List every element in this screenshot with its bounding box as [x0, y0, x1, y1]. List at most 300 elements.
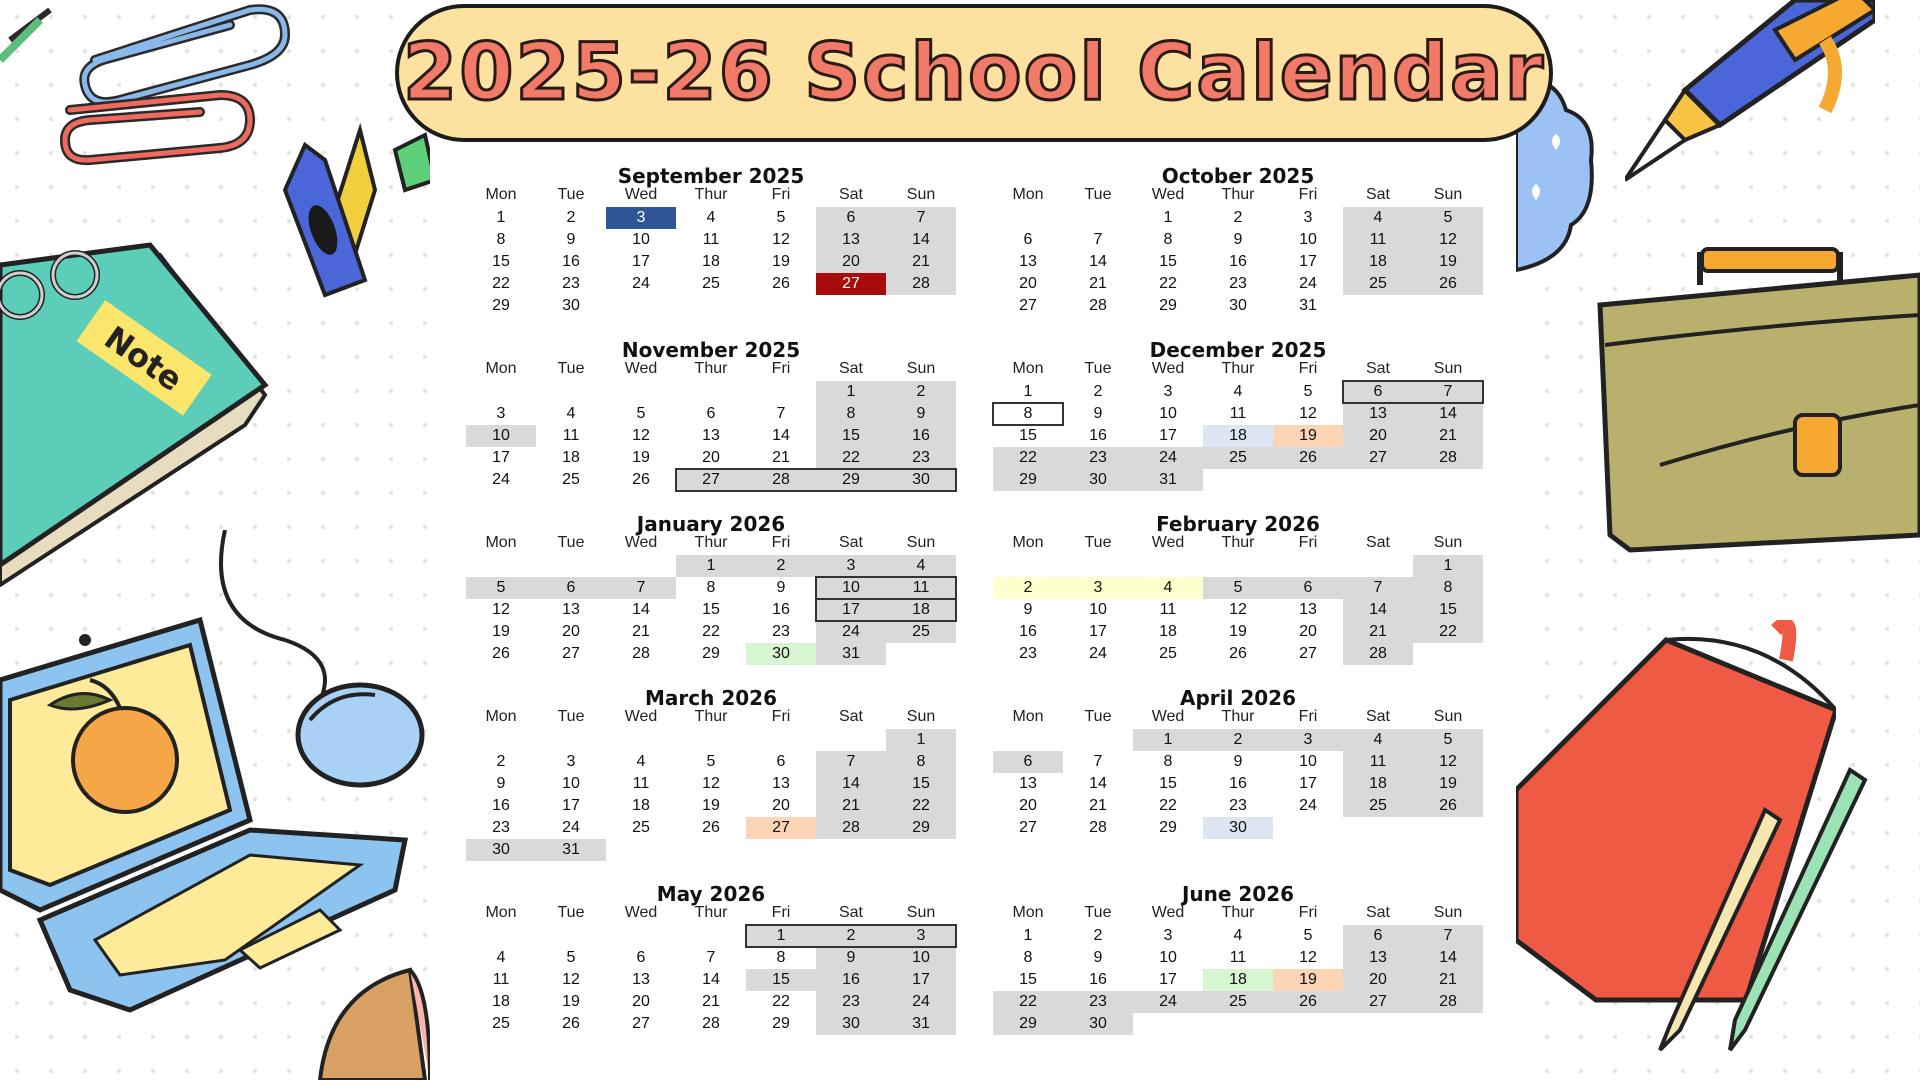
day-cell: 7 — [1413, 381, 1483, 403]
day-cell: 12 — [772, 231, 790, 248]
day-cell: 22 — [1413, 621, 1483, 643]
weekday-label: Tue — [557, 360, 585, 377]
day-cell: 26 — [1413, 795, 1483, 817]
day-cell: 14 — [1089, 253, 1107, 270]
day-cell: 15 — [492, 253, 510, 270]
day-cell: 11 — [492, 971, 510, 988]
day-cell: 10 — [1089, 601, 1107, 618]
day-cell: 18 — [492, 993, 510, 1010]
day-cell: 4 — [1233, 383, 1243, 400]
weekday-header — [466, 533, 956, 553]
day-cell: 17 — [492, 449, 510, 466]
day-cell: 21 — [632, 623, 650, 640]
day-cell: 11 — [562, 427, 580, 444]
day-cell: 2 — [816, 925, 886, 947]
day-cell: 26 — [1273, 447, 1343, 469]
day-cell: 25 — [562, 471, 580, 488]
day-cell: 27 — [816, 273, 886, 295]
day-cell: 31 — [1133, 469, 1203, 491]
weekday-label: Fri — [1298, 904, 1318, 921]
weekday-label: Sun — [906, 360, 936, 377]
day-cell: 12 — [562, 971, 580, 988]
day-cell: 6 — [536, 577, 606, 599]
day-cell: 5 — [1203, 577, 1273, 599]
day-cell: 12 — [1229, 601, 1247, 618]
day-cell: 20 — [1299, 623, 1317, 640]
day-cell: 7 — [1093, 231, 1103, 248]
day-cell: 18 — [1343, 251, 1413, 273]
day-cell: 30 — [1203, 817, 1273, 839]
day-cell: 17 — [1159, 971, 1177, 988]
day-cell: 16 — [1229, 253, 1247, 270]
weekday-header — [993, 533, 1483, 553]
month-title: January 2026 — [636, 512, 786, 536]
day-cell: 5 — [636, 405, 646, 422]
day-cell: 11 — [1229, 405, 1247, 422]
weekday-label: Thur — [1221, 904, 1255, 921]
day-cell: 10 — [816, 577, 886, 599]
day-cell: 7 — [706, 949, 716, 966]
day-cell: 20 — [1019, 275, 1037, 292]
day-cell: 24 — [1133, 447, 1203, 469]
day-cell: 23 — [1063, 991, 1133, 1013]
day-cell: 8 — [1163, 753, 1173, 770]
day-cell: 20 — [702, 449, 720, 466]
day-cell: 8 — [1023, 405, 1033, 422]
day-cell: 20 — [772, 797, 790, 814]
day-cell: 9 — [1233, 753, 1243, 770]
day-cell: 15 — [1019, 427, 1037, 444]
weekday-label: Fri — [771, 186, 791, 203]
weekday-label: Tue — [1084, 904, 1112, 921]
day-cell: 28 — [1343, 643, 1413, 665]
day-cell: 14 — [886, 229, 956, 251]
weekday-label: Mon — [485, 708, 517, 725]
weekday-label: Wed — [1151, 904, 1185, 921]
day-cell: 26 — [1413, 273, 1483, 295]
weekday-label: Tue — [557, 186, 585, 203]
day-cell: 8 — [1023, 949, 1033, 966]
day-cell: 30 — [816, 1013, 886, 1035]
day-cell: 5 — [566, 949, 576, 966]
day-cell: 24 — [1089, 645, 1107, 662]
day-cell: 6 — [636, 949, 646, 966]
day-cell: 29 — [1159, 297, 1177, 314]
day-cell: 23 — [1063, 447, 1133, 469]
weekday-label: Fri — [771, 904, 791, 921]
day-cell: 28 — [1089, 819, 1107, 836]
day-cell: 9 — [776, 579, 786, 596]
day-cell: 6 — [1023, 231, 1033, 248]
day-cell: 21 — [1413, 425, 1483, 447]
weekday-label: Sat — [1365, 708, 1390, 725]
day-cell: 1 — [496, 209, 506, 226]
day-cell: 12 — [1299, 949, 1317, 966]
day-cell: 16 — [562, 253, 580, 270]
weekday-label: Sun — [906, 708, 936, 725]
day-cell: 19 — [702, 797, 720, 814]
weekday-label: Wed — [624, 904, 658, 921]
day-cell: 24 — [562, 819, 580, 836]
day-cell: 1 — [1023, 383, 1033, 400]
day-cell: 12 — [492, 601, 510, 618]
weekday-label: Sat — [1365, 360, 1390, 377]
day-cell: 4 — [566, 405, 576, 422]
day-cell: 3 — [496, 405, 506, 422]
day-cell: 4 — [636, 753, 646, 770]
day-cell: 31 — [536, 839, 606, 861]
day-cell: 29 — [993, 1013, 1063, 1035]
day-cell: 30 — [1063, 1013, 1133, 1035]
day-cell: 29 — [492, 297, 510, 314]
weekday-label: Wed — [1151, 360, 1185, 377]
day-cell: 23 — [492, 819, 510, 836]
day-cell: 13 — [1343, 403, 1413, 425]
day-cell: 8 — [886, 751, 956, 773]
day-cell: 1 — [886, 729, 956, 751]
day-cell: 10 — [466, 425, 536, 447]
weekday-label: Fri — [1298, 186, 1318, 203]
weekday-label: Wed — [624, 708, 658, 725]
month-title: April 2026 — [1180, 686, 1296, 710]
day-cell: 26 — [1229, 645, 1247, 662]
day-cell: 19 — [1273, 969, 1343, 991]
day-cell: 11 — [1343, 229, 1413, 251]
day-cell: 14 — [816, 773, 886, 795]
day-cell: 9 — [1023, 601, 1033, 618]
day-cell: 28 — [746, 469, 816, 491]
day-cell: 24 — [632, 275, 650, 292]
day-cell: 21 — [816, 795, 886, 817]
day-cell: 3 — [816, 555, 886, 577]
day-cell: 19 — [562, 993, 580, 1010]
day-cell: 22 — [772, 993, 790, 1010]
day-cell: 20 — [1343, 425, 1413, 447]
day-cell: 27 — [746, 817, 816, 839]
weekday-label: Wed — [624, 534, 658, 551]
day-cell: 15 — [1159, 775, 1177, 792]
weekday-label: Tue — [557, 904, 585, 921]
weekday-label: Sat — [1365, 186, 1390, 203]
weekday-label: Mon — [485, 534, 517, 551]
weekday-header — [993, 185, 1483, 205]
day-cell: 7 — [776, 405, 786, 422]
day-cell: 15 — [746, 969, 816, 991]
day-cell: 25 — [1159, 645, 1177, 662]
day-cell: 9 — [566, 231, 576, 248]
day-cell: 13 — [632, 971, 650, 988]
month-title: December 2025 — [1149, 338, 1327, 362]
day-cell: 16 — [1229, 775, 1247, 792]
day-cell: 14 — [1413, 403, 1483, 425]
day-cell: 22 — [816, 447, 886, 469]
day-cell: 23 — [886, 447, 956, 469]
day-cell: 10 — [886, 947, 956, 969]
day-cell: 7 — [1413, 925, 1483, 947]
weekday-header — [466, 359, 956, 379]
day-cell: 28 — [1413, 991, 1483, 1013]
day-cell: 17 — [816, 599, 886, 621]
weekday-label: Wed — [624, 360, 658, 377]
day-cell: 11 — [1229, 949, 1247, 966]
day-cell: 17 — [1159, 427, 1177, 444]
day-cell: 28 — [702, 1015, 720, 1032]
day-cell: 11 — [1343, 751, 1413, 773]
day-cell: 16 — [886, 425, 956, 447]
day-cell: 8 — [1163, 231, 1173, 248]
day-cell: 26 — [702, 819, 720, 836]
day-cell: 6 — [993, 751, 1063, 773]
weekday-label: Thur — [694, 534, 728, 551]
day-cell: 22 — [702, 623, 720, 640]
weekday-label: Thur — [694, 186, 728, 203]
day-cell: 16 — [1019, 623, 1037, 640]
day-cell: 28 — [886, 273, 956, 295]
weekday-header — [466, 903, 956, 923]
day-cell: 17 — [1299, 253, 1317, 270]
day-cell: 11 — [632, 775, 650, 792]
day-cell: 15 — [702, 601, 720, 618]
month-title: June 2026 — [1181, 882, 1295, 906]
day-cell: 27 — [1019, 819, 1037, 836]
weekday-label: Sun — [906, 534, 936, 551]
day-cell: 30 — [1229, 297, 1247, 314]
month-block — [466, 513, 956, 683]
day-cell: 12 — [632, 427, 650, 444]
weekday-label: Thur — [1221, 360, 1255, 377]
weekday-label: Mon — [1012, 534, 1044, 551]
day-cell: 12 — [1413, 751, 1483, 773]
weekday-label: Sat — [838, 360, 863, 377]
day-cell: 30 — [886, 469, 956, 491]
day-cell: 19 — [1229, 623, 1247, 640]
pen-icon — [1650, 760, 1880, 1060]
day-cell: 18 — [1159, 623, 1177, 640]
weekday-label: Tue — [557, 534, 585, 551]
day-cell: 4 — [496, 949, 506, 966]
day-cell: 8 — [776, 949, 786, 966]
day-cell: 1 — [1133, 729, 1203, 751]
day-cell: 27 — [1019, 297, 1037, 314]
day-cell: 23 — [562, 275, 580, 292]
day-cell: 10 — [562, 775, 580, 792]
day-cell: 23 — [1229, 797, 1247, 814]
day-cell: 8 — [706, 579, 716, 596]
day-cell: 3 — [886, 925, 956, 947]
day-cell: 2 — [746, 555, 816, 577]
day-cell: 25 — [702, 275, 720, 292]
day-cell: 9 — [816, 947, 886, 969]
day-cell: 17 — [632, 253, 650, 270]
day-cell: 1 — [1413, 555, 1483, 577]
day-cell: 21 — [886, 251, 956, 273]
day-cell: 6 — [1343, 925, 1413, 947]
day-cell: 19 — [772, 253, 790, 270]
day-cell: 20 — [1019, 797, 1037, 814]
fountain-pen-icon — [1625, 0, 1875, 185]
weekday-header — [993, 903, 1483, 923]
briefcase-icon — [1590, 245, 1920, 565]
day-cell: 13 — [562, 601, 580, 618]
day-cell: 13 — [702, 427, 720, 444]
weekday-label: Mon — [485, 186, 517, 203]
day-cell: 4 — [1233, 927, 1243, 944]
day-cell: 27 — [1343, 991, 1413, 1013]
month-block — [466, 339, 956, 509]
day-cell: 6 — [776, 753, 786, 770]
day-cell: 29 — [1159, 819, 1177, 836]
day-cell: 30 — [746, 643, 816, 665]
day-cell: 27 — [562, 645, 580, 662]
day-cell: 1 — [746, 925, 816, 947]
month-title: March 2026 — [645, 686, 777, 710]
month-block — [993, 687, 1483, 857]
day-cell: 14 — [632, 601, 650, 618]
day-cell: 7 — [1093, 753, 1103, 770]
day-cell: 1 — [1023, 927, 1033, 944]
weekday-label: Thur — [1221, 186, 1255, 203]
day-cell: 5 — [1303, 927, 1313, 944]
day-cell: 25 — [632, 819, 650, 836]
day-cell: 28 — [1413, 447, 1483, 469]
weekday-label: Sun — [1433, 904, 1463, 921]
day-cell: 1 — [1163, 209, 1173, 226]
month-block — [993, 513, 1483, 683]
day-cell: 27 — [632, 1015, 650, 1032]
day-cell: 2 — [566, 209, 576, 226]
day-cell: 2 — [1093, 383, 1103, 400]
weekday-label: Thur — [1221, 708, 1255, 725]
day-cell: 24 — [1299, 275, 1317, 292]
day-cell: 16 — [772, 601, 790, 618]
weekday-label: Fri — [1298, 360, 1318, 377]
day-cell: 25 — [1343, 273, 1413, 295]
day-cell: 10 — [1159, 949, 1177, 966]
day-cell: 5 — [1303, 383, 1313, 400]
day-cell: 6 — [1343, 381, 1413, 403]
day-cell: 16 — [492, 797, 510, 814]
day-cell: 26 — [492, 645, 510, 662]
day-cell: 10 — [632, 231, 650, 248]
day-cell: 2 — [496, 753, 506, 770]
day-cell: 1 — [816, 381, 886, 403]
day-cell: 15 — [816, 425, 886, 447]
day-cell: 17 — [1299, 775, 1317, 792]
weekday-label: Wed — [1151, 534, 1185, 551]
day-cell: 8 — [496, 231, 506, 248]
day-cell: 8 — [1413, 577, 1483, 599]
day-cell: 29 — [993, 469, 1063, 491]
month-block — [993, 339, 1483, 509]
day-cell: 25 — [1343, 795, 1413, 817]
day-cell: 23 — [772, 623, 790, 640]
weekday-label: Sun — [906, 186, 936, 203]
day-cell: 1 — [676, 555, 746, 577]
day-cell: 13 — [816, 229, 886, 251]
day-cell: 7 — [1343, 577, 1413, 599]
day-cell: 22 — [993, 991, 1063, 1013]
month-block — [466, 883, 956, 1053]
day-cell: 19 — [492, 623, 510, 640]
day-cell: 4 — [886, 555, 956, 577]
day-cell: 18 — [1343, 773, 1413, 795]
day-cell: 16 — [816, 969, 886, 991]
day-cell: 26 — [772, 275, 790, 292]
day-cell: 19 — [1413, 251, 1483, 273]
weekday-label: Sun — [1433, 360, 1463, 377]
day-cell: 26 — [632, 471, 650, 488]
weekday-label: Tue — [1084, 186, 1112, 203]
weekday-label: Tue — [557, 708, 585, 725]
month-title: September 2025 — [617, 164, 805, 188]
day-cell: 7 — [606, 577, 676, 599]
day-cell: 26 — [1273, 991, 1343, 1013]
day-cell: 28 — [816, 817, 886, 839]
day-cell: 31 — [1299, 297, 1317, 314]
day-cell: 3 — [1163, 383, 1173, 400]
day-cell: 29 — [702, 645, 720, 662]
day-cell: 2 — [1203, 729, 1273, 751]
day-cell: 27 — [1343, 447, 1413, 469]
day-cell: 3 — [606, 207, 676, 229]
day-cell: 17 — [1089, 623, 1107, 640]
day-cell: 12 — [1299, 405, 1317, 422]
day-cell: 4 — [706, 209, 716, 226]
day-cell: 3 — [566, 753, 576, 770]
day-cell: 11 — [1159, 601, 1177, 618]
weekday-label: Mon — [1012, 360, 1044, 377]
weekday-label: Fri — [1298, 534, 1318, 551]
day-cell: 2 — [993, 577, 1063, 599]
weekday-label: Sat — [1365, 534, 1390, 551]
day-cell: 22 — [886, 795, 956, 817]
day-cell: 14 — [1413, 947, 1483, 969]
day-cell: 9 — [1233, 231, 1243, 248]
day-cell: 5 — [706, 753, 716, 770]
day-cell: 5 — [1413, 207, 1483, 229]
weekday-label: Thur — [694, 360, 728, 377]
weekday-label: Fri — [771, 534, 791, 551]
day-cell: 24 — [1133, 991, 1203, 1013]
day-cell: 5 — [466, 577, 536, 599]
day-cell: 29 — [816, 469, 886, 491]
weekday-header — [466, 185, 956, 205]
page-title: 2025-26 School Calendar — [402, 28, 1546, 118]
weekday-label: Sat — [838, 534, 863, 551]
day-cell: 25 — [1203, 447, 1273, 469]
day-cell: 17 — [886, 969, 956, 991]
day-cell: 23 — [1019, 645, 1037, 662]
day-cell: 2 — [1093, 927, 1103, 944]
day-cell: 25 — [886, 621, 956, 643]
weekday-label: Thur — [694, 904, 728, 921]
weekday-label: Fri — [771, 708, 791, 725]
day-cell: 18 — [1203, 425, 1273, 447]
day-cell: 10 — [1159, 405, 1177, 422]
day-cell: 3 — [1273, 729, 1343, 751]
weekday-label: Sat — [838, 904, 863, 921]
day-cell: 4 — [1343, 729, 1413, 751]
day-cell: 21 — [1089, 797, 1107, 814]
day-cell: 13 — [1019, 253, 1037, 270]
day-cell: 8 — [816, 403, 886, 425]
day-cell: 18 — [702, 253, 720, 270]
day-cell: 29 — [886, 817, 956, 839]
month-title: November 2025 — [621, 338, 801, 362]
day-cell: 24 — [492, 471, 510, 488]
day-cell: 15 — [1159, 253, 1177, 270]
day-cell: 12 — [702, 775, 720, 792]
